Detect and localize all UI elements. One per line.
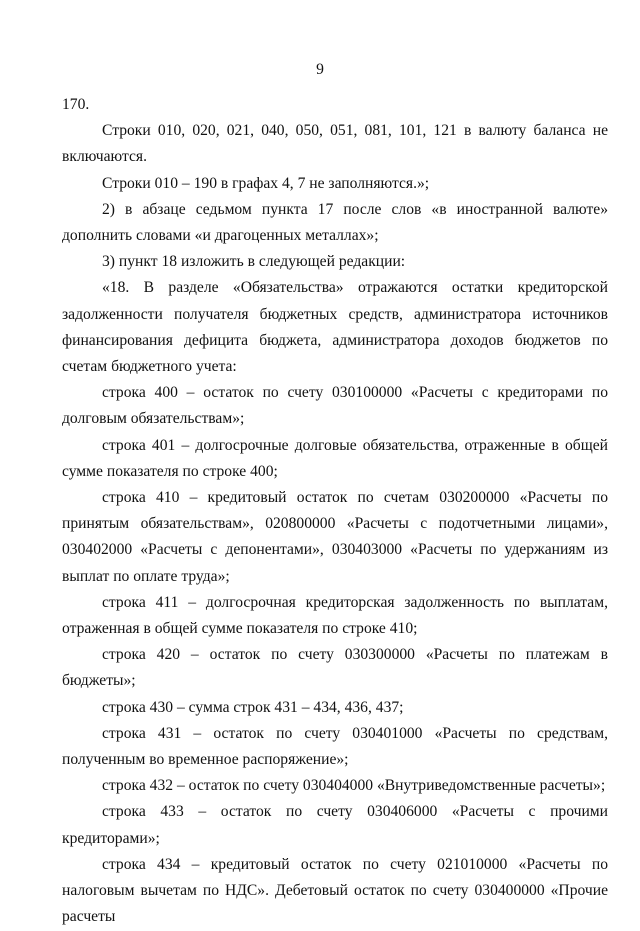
- paragraph-row-430: строка 430 – сумма строк 431 – 434, 436, 437;: [102, 698, 404, 716]
- paragraph-amendment-2: 2) в абзаце седьмом пункта 17 после слов «в иностранной валюте» дополнить словами «и драгоценных металлах»;: [62, 200, 608, 245]
- paragraph-row-411: строка 411 – долгосрочная кредиторская задолженность по выплатам, отраженная в общей сумме показателя по строке 410;: [62, 593, 608, 638]
- paragraph-row-410: строка 410 – кредитовый остаток по счетам 030200000 «Расчеты по принятым обязательствам», 020800000 «Расчеты с подотчетными лицами», 030402000 «Расчеты с депонентами», 030403000 «Расчеты по удержаниям из выплат по оплате труда»;: [62, 489, 608, 585]
- page-number: 9: [316, 61, 324, 78]
- paragraph-rows-not-filled: Строки 010 – 190 в графах 4, 7 не заполняются.»;: [102, 174, 430, 192]
- paragraph-row-401: строка 401 – долгосрочные долговые обязательства, отраженные в общей сумме показателя по строке 400;: [62, 436, 608, 480]
- paragraph-amendment-3: 3) пункт 18 изложить в следующей редакции:: [102, 253, 406, 271]
- paragraph-continuation: 170.: [62, 96, 90, 113]
- paragraph-rows-excluded: Строки 010, 020, 021, 040, 050, 051, 081, 101, 121 в валюту баланса не включаются.: [62, 122, 608, 166]
- paragraph-item-18: «18. В разделе «Обязательства» отражаются остатки кредиторской задолженности получателя бюджетных средств, администратора источников финансирования дефицита бюджета, администратора доходов бюджетов по счетам бюджетного учета:: [62, 279, 608, 376]
- paragraph-row-400: строка 400 – остаток по счету 030100000 «Расчеты с кредиторами по долговым обязательствам»;: [62, 384, 608, 428]
- paragraph-row-420: строка 420 – остаток по счету 030300000 «Расчеты по платежам в бюджеты»;: [62, 646, 608, 690]
- document-body: [62, 92, 608, 931]
- paragraph-row-434: строка 434 – кредитовый остаток по счету 021010000 «Расчеты по налоговым вычетам по НДС». Дебетовый остаток по счету 030400000 «Прочие расчеты: [62, 855, 608, 926]
- paragraph-row-432: строка 432 – остаток по счету 030404000 «Внутриведомственные расчеты»;: [102, 777, 606, 795]
- paragraph-row-433: строка 433 – остаток по счету 030406000 «Расчеты с прочими кредиторами»;: [62, 803, 608, 847]
- paragraph-row-431: строка 431 – остаток по счету 030401000 «Расчеты по средствам, полученным во временное распоряжение»;: [62, 724, 608, 769]
